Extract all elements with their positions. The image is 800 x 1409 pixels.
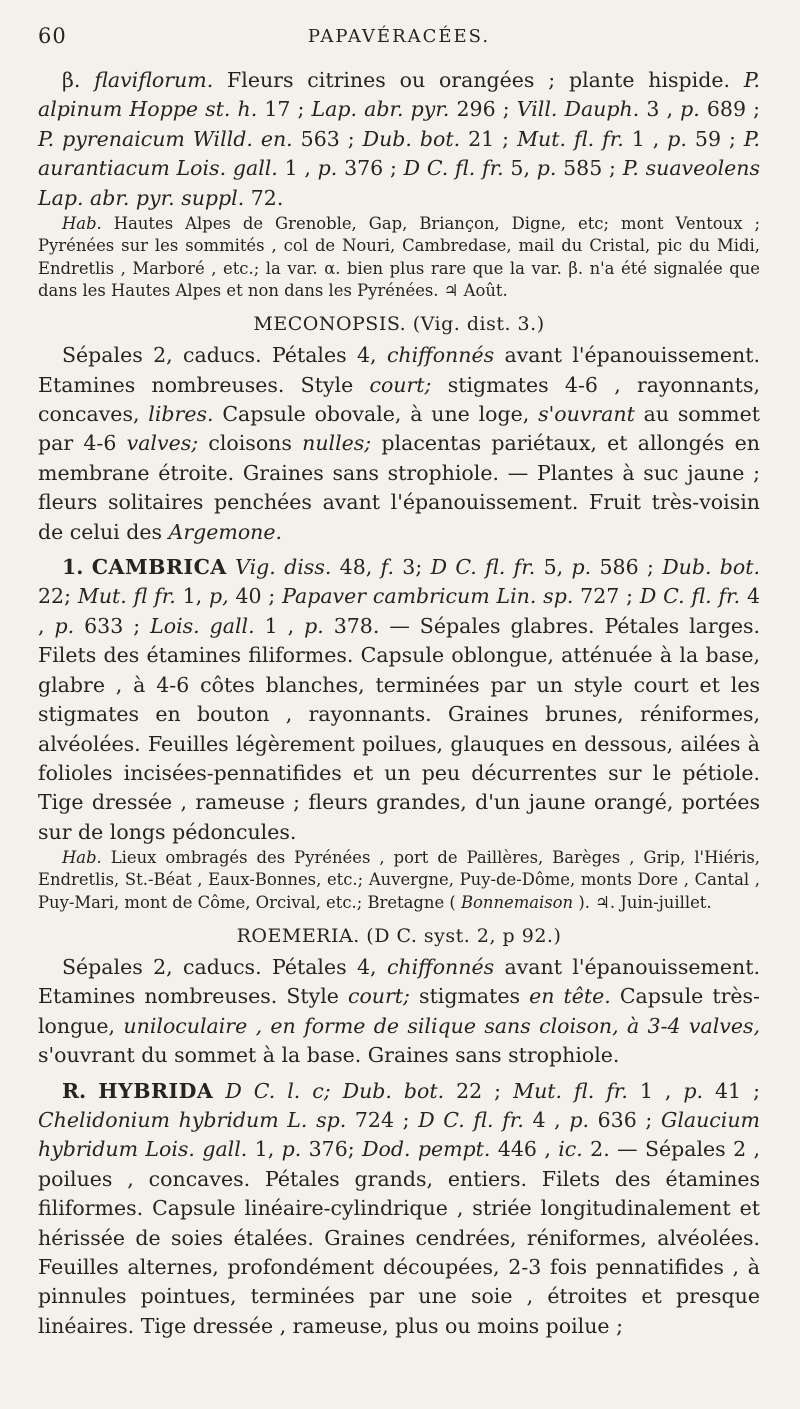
habitat-label: Hab. — [62, 848, 102, 868]
genus-description-roemeria: Sépales 2, caducs. Pétales 4, chiffonnés avant l'épanouissement. Etamines nombreuses. Style court; stigmates en tête. Capsule très-longue, uniloculaire , en forme de silique sans cloison, à 3-4 valves, s'ouvrant du sommet à la base. Graines sans strophiole. — [38, 955, 760, 1068]
page-body — [38, 66, 760, 1341]
species-entry-cambrica: 1. CAMBRICA Vig. diss. 48, f. 3; D C. fl. fr. 5, p. 586 ; Dub. bot. 22; Mut. fl fr. 1, p, 40 ; Papaver cambricum Lin. sp. 727 ; D C. fl. fr. 4 , p. 633 ; Lois. gall. 1 , p. 378. — Sépales glabres. Pétales larges. Filets des étamines filiformes. Capsule oblongue, atténuée à la base, glabre , à 4-6 côtes blanches, terminées par un style court et les stigmates en bouton , rayonnants. Graines brunes, réniformes, alvéolées. Feuilles légèrement poilues, glauques en dessous, ailées à folioles incisées-pennatifides et un peu décurrentes sur le pétiole. Tige dressée , rameuse ; fleurs grandes, d'un jaune orangé, portées sur de longs pédoncules. — [38, 555, 761, 844]
genus-heading-roemeria: ROEMERIA. (D C. syst. 2, p 92.) — [236, 925, 562, 948]
species-name: CAMBRICA — [91, 555, 227, 580]
page-header — [38, 24, 760, 54]
habitat-note: Hab. Lieux ombragés des Pyrénées , port de Paillères, Barèges , Grip, l'Hiéris, Endretlis, St.-Béat , Eaux-Bonnes, etc.; Auvergne, Puy-de-Dôme, monts Dore , Cantal , Puy-Mari, mont de Côme, Orcival, etc.; Bretagne ( Bonnemaison ). ♃. Juin-juillet. — [38, 848, 760, 912]
species-number: 1. — [62, 555, 84, 580]
running-title: PAPAVÉRACÉES. — [307, 26, 491, 47]
genus-description-meconopsis: Sépales 2, caducs. Pétales 4, chiffonnés avant l'épanouissement. Etamines nombreuses. Style court; stigmates 4-6 , rayonnants, concaves, libres. Capsule obovale, à une loge, s'ouvrant au sommet par 4-6 valves; cloisons nulles; placentas pariétaux, et allongés en membrane étroite. Graines sans strophiole. — Plantes à suc jaune ; fleurs solitaires penchées avant l'épanouissement. Fruit très-voisin de celui des Argemone. — [38, 343, 760, 544]
species-number: R. — [62, 1078, 87, 1103]
page-number: 60 — [38, 24, 67, 48]
variety-beta-paragraph: β. flaviflorum. Fleurs citrines ou orangées ; plante hispide. P. alpinum Hoppe st. h. 17 ; Lap. abr. pyr. 296 ; Vill. Dauph. 3 , p. 689 ; P. pyrenaicum Willd. en. 563 ; Dub. bot. 21 ; Mut. fl. fr. 1 , p. 59 ; P. aurantiacum Lois. gall. 1 , p. 376 ; D C. fl. fr. 5, p. 585 ; P. suaveolens Lap. abr. pyr. suppl. 72. — [38, 68, 761, 210]
habitat-label: Hab. — [62, 214, 102, 234]
habitat-note: Hab. Hautes Alpes de Grenoble, Gap, Briançon, Digne, etc; mont Ventoux ; Pyrénées sur les sommités , col de Nouri, Cambredase, mail du Cristal, pic du Midi, Endretlis , Marboré , etc.; la var. α. bien plus rare que la var. β. n'a été signalée que dans les Hautes Alpes et non dans les Pyrénées. ♃ Août. — [38, 214, 760, 300]
genus-heading-meconopsis: MECONOPSIS. (Vig. dist. 3.) — [253, 313, 545, 336]
species-entry-hybrida: R. HYBRIDA D C. l. c; Dub. bot. 22 ; Mut. fl. fr. 1 , p. 41 ; Chelidonium hybridum L. sp. 724 ; D C. fl. fr. 4 , p. 636 ; Glaucium hybridum Lois. gall. 1, p. 376; Dod. pempt. 446 , ic. 2. — Sépales 2 , poilues , concaves. Pétales grands, entiers. Filets des étamines filiformes. Capsule linéaire-cylindrique , striée longitudinalement et hérissée de soies étalées. Graines cendrées, réniformes, alvéolées. Feuilles alternes, profondément découpées, 2-3 fois pennatifides , à pinnules pointues, terminées par une soie , étroites et presque linéaires. Tige dressée , rameuse, plus ou moins poilue ; — [38, 1078, 761, 1338]
species-name: HYBRIDA — [98, 1078, 214, 1103]
variety-name: flaviflorum. — [94, 68, 214, 92]
